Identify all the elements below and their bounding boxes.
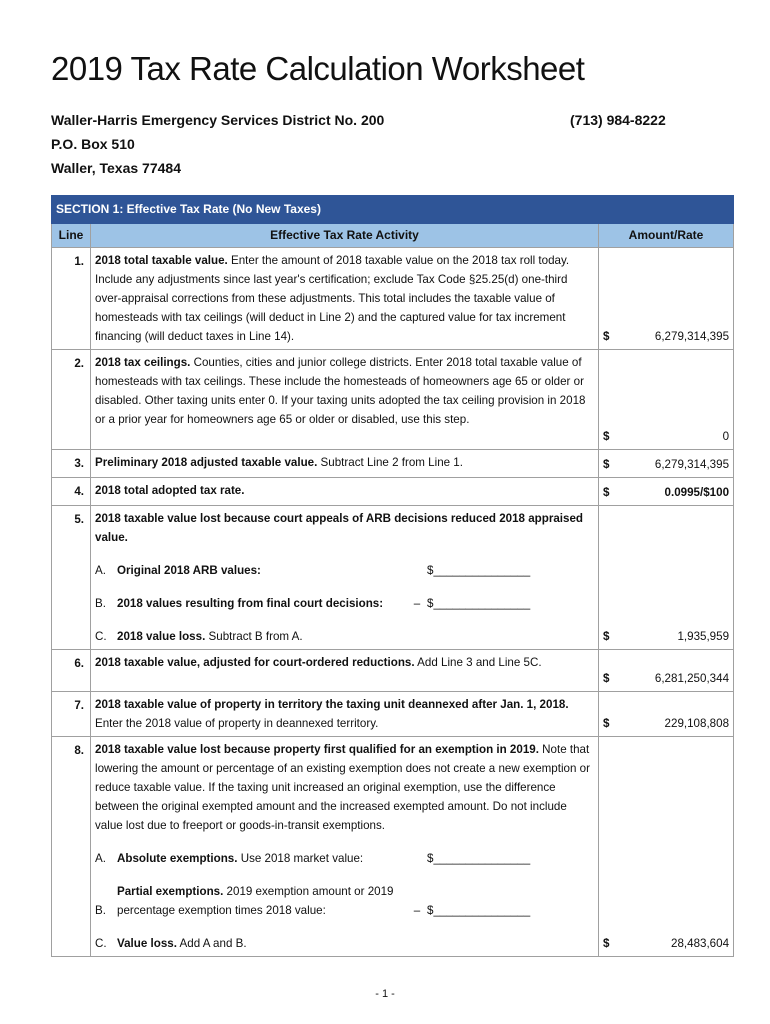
amount-cell[interactable] xyxy=(599,450,734,478)
blank-field[interactable]: $_______________ xyxy=(427,597,531,610)
col-activity: Effective Tax Rate Activity xyxy=(91,224,599,248)
sub-label: Absolute exemptions. xyxy=(117,852,238,865)
amount-cell[interactable] xyxy=(599,506,734,650)
dollar-sign: $ xyxy=(603,458,610,471)
amount-value: 229,108,808 xyxy=(664,717,730,730)
table-row xyxy=(52,506,734,650)
line-number: 5. xyxy=(52,506,91,650)
col-amount: Amount/Rate xyxy=(599,224,734,248)
dollar-sign: $ xyxy=(603,486,610,499)
table-row xyxy=(52,248,734,350)
blank-field[interactable]: $_______________ xyxy=(427,564,531,577)
col-line: Line xyxy=(52,224,91,248)
org-address-1: P.O. Box 510 xyxy=(51,136,135,152)
sub-item xyxy=(95,934,594,953)
sub-letter: A. xyxy=(95,564,106,577)
row-label: 2018 tax ceilings. xyxy=(95,356,191,369)
page-number: - 1 - xyxy=(375,988,395,1000)
row-label: 2018 taxable value lost because court appeals of ARB decisions reduced 2018 appraised value. xyxy=(95,512,583,544)
row-label: 2018 taxable value lost because property first qualified for an exemption in 2019. xyxy=(95,743,539,756)
line-number: 2. xyxy=(52,350,91,450)
sub-text: Subtract B from A. xyxy=(205,630,303,643)
sub-label: Value loss. xyxy=(117,937,177,950)
row-text: Add Line 3 and Line 5C. xyxy=(414,656,542,669)
table-row xyxy=(52,478,734,506)
amount-value: 28,483,604 xyxy=(671,937,730,950)
dollar-sign: $ xyxy=(603,430,610,443)
minus-sign: – xyxy=(413,904,421,917)
amount-cell[interactable] xyxy=(599,350,734,450)
amount-value: 6,279,314,395 xyxy=(654,330,730,343)
row-text: Subtract Line 2 from Line 1. xyxy=(317,456,463,469)
sub-label: Original 2018 ARB values: xyxy=(117,564,261,577)
dollar-sign: $ xyxy=(603,330,610,343)
row-label: 2018 total adopted tax rate. xyxy=(95,484,245,497)
row-label: 2018 taxable value of property in territory the taxing unit deannexed after Jan. 1, 2018. xyxy=(95,698,569,711)
sub-text: 2019 exemption amount or 2019 percentage exemption times 2018 value: xyxy=(117,885,394,917)
line-number: 8. xyxy=(52,737,91,957)
table-row xyxy=(52,737,734,957)
amount-cell[interactable] xyxy=(599,737,734,957)
amount-value: 6,281,250,344 xyxy=(654,672,730,685)
section-title: SECTION 1: Effective Tax Rate (No New Taxes) xyxy=(52,196,734,224)
line-number: 1. xyxy=(52,248,91,350)
row-text: Enter the 2018 value of property in deannexed territory. xyxy=(95,717,379,730)
row-text: Note that lowering the amount or percentage of an existing exemption does not create a new exemption or reduce taxable value. If the taxing unit increased an original exemption, use the difference between the original exempted amount and the increased exempted amount. Do not include value lost due to freeport or goods-in-transit exemptions. xyxy=(95,743,590,832)
sub-item xyxy=(95,849,594,868)
line-number: 3. xyxy=(52,450,91,478)
blank-field[interactable]: $_______________ xyxy=(427,852,531,865)
sub-letter: C. xyxy=(95,937,107,950)
amount-value: 0 xyxy=(722,430,730,443)
amount-value: 6,279,314,395 xyxy=(654,458,730,471)
page-title: 2019 Tax Rate Calculation Worksheet xyxy=(51,50,585,87)
row-label: Preliminary 2018 adjusted taxable value. xyxy=(95,456,318,469)
amount-cell[interactable] xyxy=(599,478,734,506)
org-name: Waller-Harris Emergency Services District No. 200 xyxy=(51,112,385,128)
row-label: 2018 total taxable value. xyxy=(95,254,228,267)
amount-cell[interactable] xyxy=(599,692,734,737)
dollar-sign: $ xyxy=(603,630,610,643)
line-number: 6. xyxy=(52,650,91,692)
amount-cell[interactable] xyxy=(599,650,734,692)
sub-label: Partial exemptions. xyxy=(117,885,224,898)
table-row xyxy=(52,450,734,478)
blank-field[interactable]: $_______________ xyxy=(427,904,531,917)
sub-item xyxy=(95,594,594,613)
sub-label: 2018 values resulting from final court decisions: xyxy=(117,597,384,610)
worksheet-table xyxy=(51,195,734,957)
sub-text: Add A and B. xyxy=(176,937,247,950)
row-label: 2018 taxable value, adjusted for court-ordered reductions. xyxy=(95,656,415,669)
sub-letter: C. xyxy=(95,630,107,643)
table-row xyxy=(52,350,734,450)
org-address-2: Waller, Texas 77484 xyxy=(51,160,181,176)
amount-cell[interactable] xyxy=(599,248,734,350)
dollar-sign: $ xyxy=(603,717,610,730)
sub-text: Use 2018 market value: xyxy=(237,852,364,865)
row-text: Enter the amount of 2018 taxable value on the 2018 tax roll today. Include any adjustments since last year's certification; exclude Tax Code §25.25(d) one-third over-appraisal corrections from these adjustments. This total includes the taxable value of homesteads with tax ceilings (will deduct in Line 2) and the captured value for tax increment financing (will deduct taxes in Line 14). xyxy=(95,254,570,343)
org-phone: (713) 984-8222 xyxy=(570,112,666,128)
sub-item xyxy=(95,627,594,646)
line-number: 7. xyxy=(52,692,91,737)
sub-label: 2018 value loss. xyxy=(117,630,206,643)
table-row xyxy=(52,692,734,737)
sub-letter: B. xyxy=(95,904,106,917)
sub-letter: A. xyxy=(95,852,106,865)
sub-item xyxy=(95,561,594,580)
row-text: Counties, cities and junior college districts. Enter 2018 total taxable value of homesteads with tax ceilings. These include the homesteads of homeowners age 65 or older or disabled. Other taxing units enter 0. If your taxing units adopted the tax ceiling provision in 2018 or a prior year for homeowners age 65 or older or disabled, use this step. xyxy=(95,356,586,426)
sub-letter: B. xyxy=(95,597,106,610)
dollar-sign: $ xyxy=(603,937,610,950)
dollar-sign: $ xyxy=(603,672,610,685)
minus-sign: – xyxy=(413,597,421,610)
amount-value: 0.0995/$100 xyxy=(664,486,730,499)
table-row xyxy=(52,650,734,692)
amount-value: 1,935,959 xyxy=(677,630,730,643)
line-number: 4. xyxy=(52,478,91,506)
sub-item xyxy=(95,882,594,920)
org-block xyxy=(51,108,384,180)
